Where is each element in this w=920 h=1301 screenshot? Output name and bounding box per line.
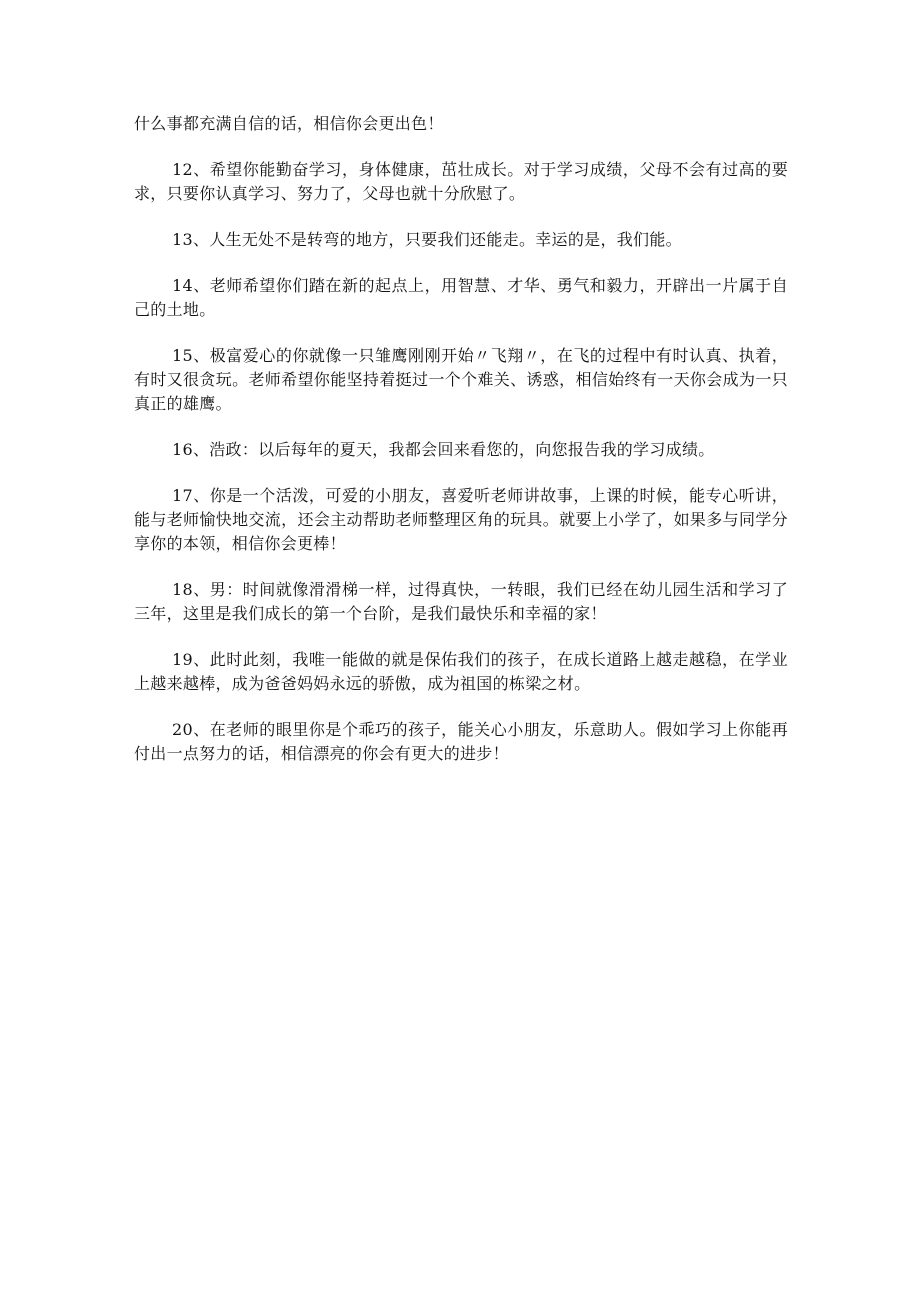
document-body: [134, 112, 788, 788]
paragraph-16: 16、浩政：以后每年的夏天，我都会回来看您的，向您报告我的学习成绩。: [172, 440, 715, 459]
paragraph-15: 15、极富爱心的你就像一只雏鹰刚刚开始〃飞翔〃，在飞的过程中有时认真、执着，有时又很贪玩。老师希望你能坚持着挺过一个个难关、诱惑，相信始终有一天你会成为一只真正的雄鹰。: [134, 346, 788, 413]
paragraph-17: 17、你是一个活泼，可爱的小朋友，喜爱听老师讲故事，上课的时候，能专心听讲，能与老师愉快地交流，还会主动帮助老师整理区角的玩具。就要上小学了，如果多与同学分享你的本领，相信你会更棒！: [134, 486, 788, 553]
paragraph-continuation: 什么事都充满自信的话，相信你会更出色！: [134, 114, 444, 133]
paragraph-20: 20、在老师的眼里你是个乖巧的孩子，能关心小朋友，乐意助人。假如学习上你能再付出一点努力的话，相信漂亮的你会有更大的进步！: [134, 720, 788, 763]
paragraph-19: 19、此时此刻，我唯一能做的就是保佑我们的孩子，在成长道路上越走越稳，在学业上越来越棒，成为爸爸妈妈永远的骄傲，成为祖国的栋梁之材。: [134, 650, 788, 693]
paragraph-12: 12、希望你能勤奋学习，身体健康，茁壮成长。对于学习成绩，父母不会有过高的要求，只要你认真学习、努力了，父母也就十分欣慰了。: [134, 160, 788, 203]
paragraph-14: 14、老师希望你们踏在新的起点上，用智慧、才华、勇气和毅力，开辟出一片属于自己的土地。: [134, 276, 788, 319]
paragraph-18: 18、男：时间就像滑滑梯一样，过得真快，一转眼，我们已经在幼儿园生活和学习了三年，这里是我们成长的第一个台阶，是我们最快乐和幸福的家！: [134, 580, 788, 623]
paragraph-13: 13、人生无处不是转弯的地方，只要我们还能走。幸运的是，我们能。: [172, 230, 682, 249]
